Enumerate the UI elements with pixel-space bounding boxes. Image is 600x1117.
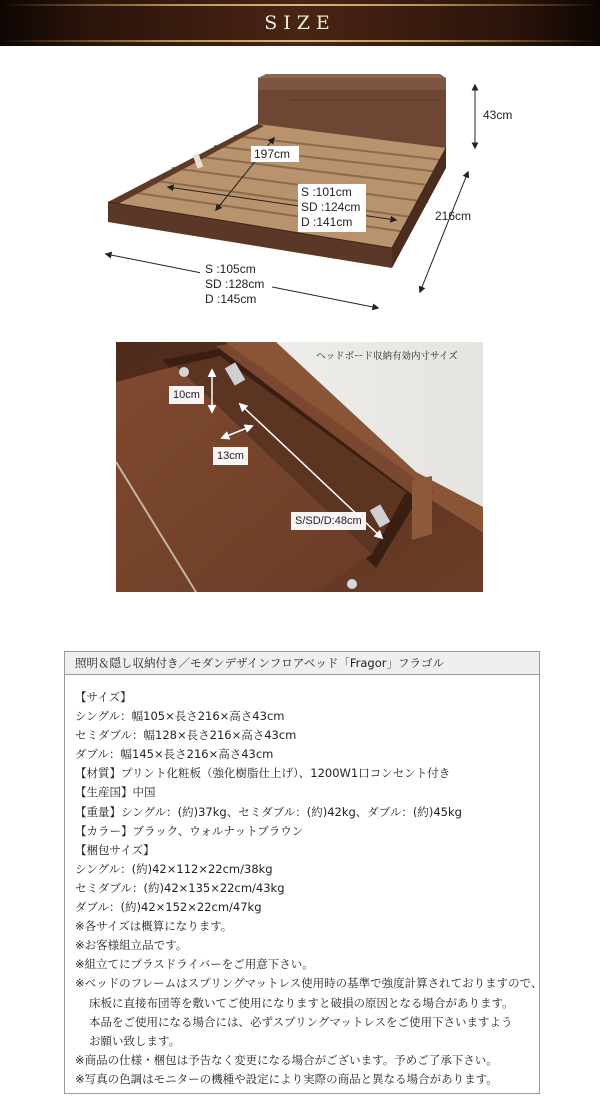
spec-title: 照明＆隠し収納付き／モダンデザインフロアベッド「Fragor」フラゴル [65,652,539,675]
storage-depth-label: 13cm [213,447,248,465]
spec-line: ダブル：(約)42×152×22cm/47kg [75,900,262,915]
headboard-storage-photo [116,342,483,592]
mattress-width-sd: SD :124cm [301,200,361,214]
spec-line: ※各サイズは概算になります。 [75,919,233,934]
spec-line: 床板に直接布団等を敷いてご使用になりますと破損の原因となる場合があります。 [89,995,514,1010]
spec-line: 【材質】プリント化粧板（強化樹脂仕上げ）、1200W1口コンセント付き [75,766,451,781]
mattress-width-s: S :101cm [301,185,352,199]
spec-line: ※商品の仕様・梱包は予告なく変更になる場合がございます。予めご了承下さい。 [75,1052,498,1067]
frame-width-d: D :145cm [205,292,257,306]
spec-line: セミダブル：(約)42×135×22cm/43kg [75,880,285,895]
storage-height-label: 10cm [169,386,204,404]
spec-line: 【生産国】中国 [75,785,156,800]
spec-line: ※写真の色調はモニターの機種や設定により実際の商品と異なる場合があります。 [75,1071,498,1086]
spec-line: ※ベッドのフレームはスプリングマットレス使用時の基準で強度計算されておりますので、 [75,976,543,991]
spec-line: 【重量】シングル：(約)37kg、セミダブル：(約)42kg、ダブル：(約)45kg [75,804,462,819]
frame-width-sd: SD :128cm [205,277,265,291]
spec-body [65,675,543,1089]
mattress-width-d: D :141cm [301,215,353,229]
spec-table [64,651,543,1094]
spec-line: 【サイズ】 [75,690,132,704]
storage-width-label: S/SD/D:48cm [291,512,366,530]
spec-line: シングル：幅105×長さ216×高さ43cm [75,709,285,724]
spec-line: セミダブル：幅128×長さ216×高さ43cm [75,728,297,743]
bed-frame [108,124,446,268]
height-label: 43cm [483,108,513,122]
bed-illustration [0,60,600,330]
length-label: 216cm [435,209,472,223]
mattress-length-label: 197cm [254,147,291,161]
spec-line: ダブル：幅145×長さ216×高さ43cm [75,747,274,762]
frame-width-s: S :105cm [205,262,256,276]
spec-line: 【カラー】ブラック、ウォルナットブラウン [75,823,304,838]
spec-line: お願い致します。 [89,1033,181,1048]
spec-line: ※お客様組立品です。 [75,938,188,953]
size-header [0,0,600,46]
spec-line: 本品をご使用になる場合には、必ずスプリングマットレスをご使用下さいますよう [89,1014,513,1029]
storage-illustration [116,342,483,592]
header-title: SIZE [264,12,336,34]
spec-line: 【梱包サイズ】 [75,842,155,857]
spec-line: シングル：(約)42×112×22cm/38kg [75,861,273,876]
storage-caption: ヘッドボード収納有効内寸サイズ [316,351,458,362]
bed-dimension-diagram [0,60,600,330]
spec-line: ※組立てにプラスドライバーをご用意下さい。 [75,957,314,972]
